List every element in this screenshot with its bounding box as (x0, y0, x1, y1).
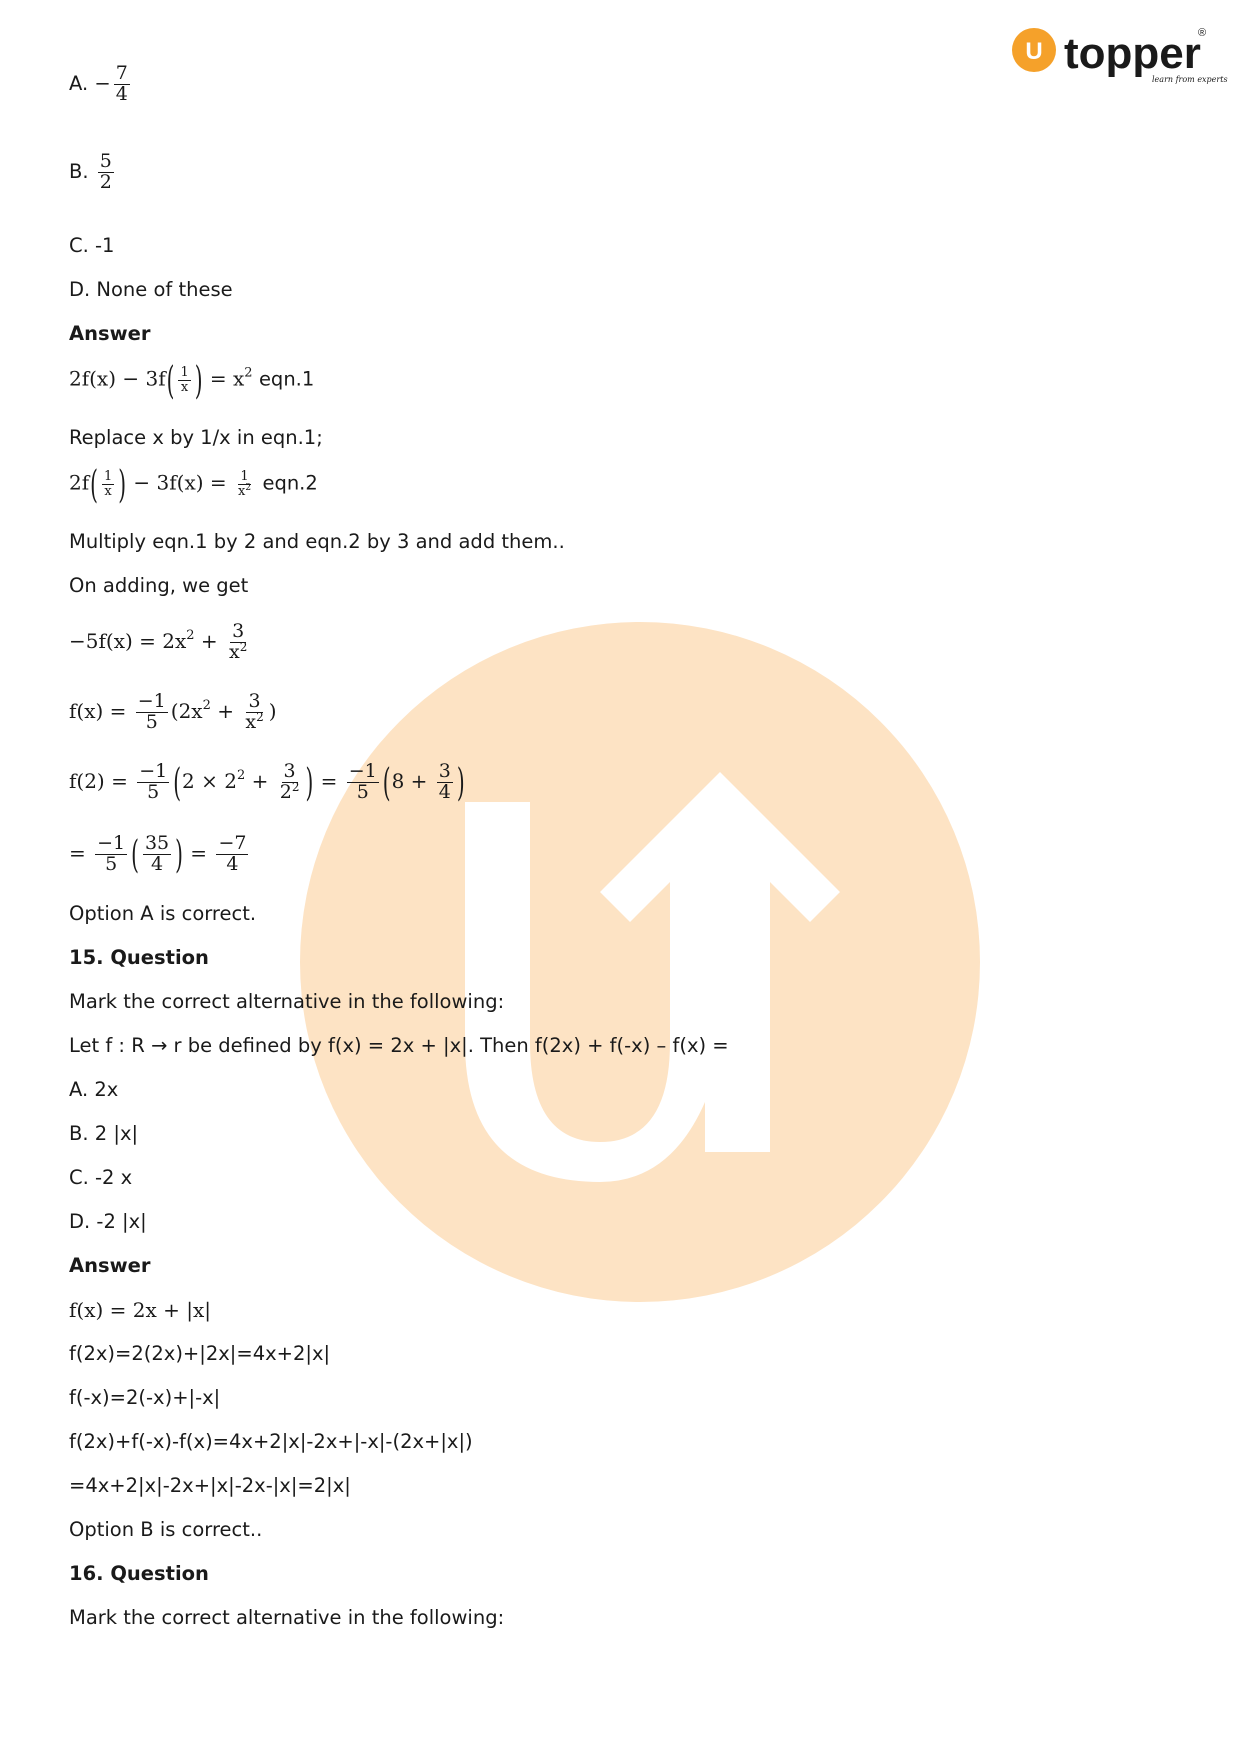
q14-equation-3: $-5f(x) = 2x^2$ + $\frac{3}{x^2}$ (69, 620, 248, 663)
option-a-fraction: $\frac{7}{4}$ (115, 62, 128, 105)
q14-equation-5: f(2) = $\frac{-1}{5}$ ($2 \times 2^2$ + $\frac{3}{2^2}$ ) = $\frac{-1}{5}$ (8 + $\frac{3}{4}$ ) (69, 759, 465, 806)
svg-text:learn from experts: learn from experts (1152, 75, 1228, 84)
option-b-fraction: $\frac{5}{2}$ (99, 150, 112, 193)
q14-equation-2: 2f( $\frac{1}{x}$ ) − 3f(x) = $\frac{1}{x^2}$ eqn.2 (69, 461, 318, 507)
eqn-tag: eqn.1 (258, 367, 315, 391)
q15-answer-heading: Answer (69, 1254, 151, 1277)
option-label: B. (69, 159, 89, 183)
q16-heading: 16. Question (69, 1562, 209, 1585)
q15-option-c: C. -2 x (69, 1166, 133, 1189)
q15-step-5: =4x+2|x|-2x+|x|-2x-|x|=2|x| (69, 1474, 351, 1497)
option-a-sign: − (94, 71, 111, 95)
q14-equation-4: f(x) = $\frac{-1}{5}$ ($2x^2$ + $\frac{3}{x^2}$ ) (69, 690, 277, 733)
q14-replace-step: Replace x by 1/x in eqn.1; (69, 426, 323, 449)
topper-watermark (300, 622, 980, 1302)
q15-statement: Let f : R → r be defined by f(x) = 2x + |x|. Then f(2x) + f(-x) – f(x) = (69, 1034, 729, 1057)
q14-multiply-step: Multiply eqn.1 by 2 and eqn.2 by 3 and add them.. (69, 530, 565, 553)
q14-answer-heading: Answer (69, 322, 151, 345)
q14-conclusion: Option A is correct. (69, 902, 257, 925)
svg-text:®: ® (1198, 27, 1207, 39)
q15-step-1: f(x) = 2x + |x| (69, 1298, 211, 1322)
svg-text:U: U (1025, 38, 1043, 65)
q14-option-b (69, 152, 117, 193)
q15-option-a: A. 2x (69, 1078, 119, 1101)
q14-equation-1: 2f(x) − 3f( $\frac{1}{x}$ ) = $x^2$ eqn.1 (69, 357, 315, 403)
q15-step-2: f(2x)=2(2x)+|2x|=4x+2|x| (69, 1342, 331, 1365)
q14-option-c: C. -1 (69, 234, 115, 257)
svg-text:topper: topper (1064, 29, 1201, 78)
q16-instruction: Mark the correct alternative in the following: (69, 1606, 505, 1629)
q15-instruction: Mark the correct alternative in the following: (69, 990, 505, 1013)
q14-option-a (69, 64, 133, 105)
q15-option-d: D. -2 |x| (69, 1210, 147, 1233)
option-label: A. (69, 71, 89, 95)
q15-option-b: B. 2 |x| (69, 1122, 139, 1145)
eqn-tag: eqn.2 (262, 471, 318, 495)
topper-logo (1012, 24, 1228, 88)
q14-adding-step: On adding, we get (69, 574, 249, 597)
q15-step-4: f(2x)+f(-x)-f(x)=4x+2|x|-2x+|-x|-(2x+|x|) (69, 1430, 473, 1453)
q14-option-d: D. None of these (69, 278, 233, 301)
q15-conclusion: Option B is correct.. (69, 1518, 263, 1541)
q14-equation-6: = $\frac{-1}{5}$ ( $\frac{35}{4}$ ) = $\frac{-7}{4}$ (69, 831, 247, 878)
q15-heading: 15. Question (69, 946, 209, 969)
q15-step-3: f(-x)=2(-x)+|-x| (69, 1386, 221, 1409)
